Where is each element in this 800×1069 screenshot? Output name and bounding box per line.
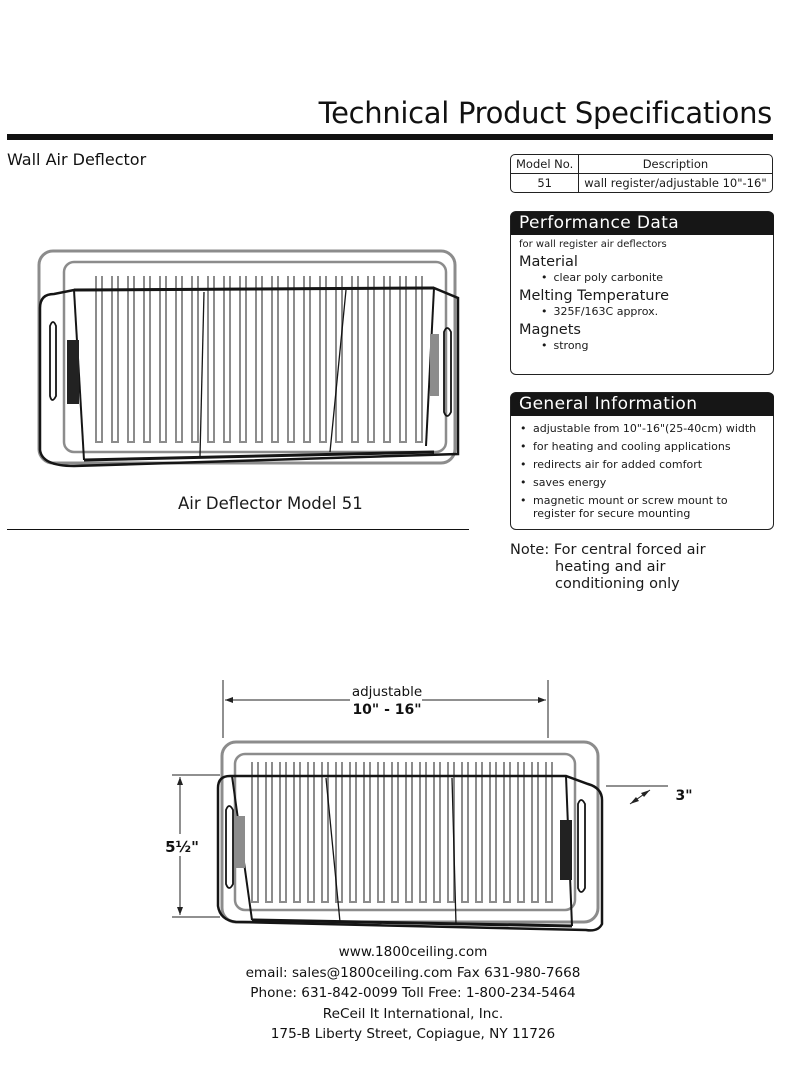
louver-slat	[490, 762, 496, 902]
louver-slat	[112, 276, 118, 442]
louver-slat	[240, 276, 246, 442]
louver-slat	[378, 762, 384, 902]
louver-slat	[350, 762, 356, 902]
company-name: ReCeil It International, Inc.	[322, 1005, 504, 1022]
louver-slat	[400, 276, 406, 442]
louver-slat	[252, 762, 258, 902]
louver-slat	[352, 276, 358, 442]
note-line: heating and air	[555, 559, 666, 575]
width-value: 10" - 16"	[352, 702, 422, 718]
company-address: 175-B Liberty Street, Copiague, NY 11726	[270, 1026, 556, 1042]
louver-slat	[384, 276, 390, 442]
louver-slat	[144, 276, 150, 442]
louver-slat	[434, 762, 440, 902]
general-information-panel	[510, 392, 774, 530]
louver-slat	[518, 762, 524, 902]
performance-item-magnets	[519, 322, 773, 352]
performance-item-material	[519, 254, 773, 284]
louver-slat	[476, 762, 482, 902]
louver-slat	[308, 762, 314, 902]
louver-slat	[368, 276, 374, 442]
list-item: • magnetic mount or screw mount to register for secure mounting	[519, 494, 773, 520]
note-line: Note: For central forced air	[510, 542, 706, 558]
performance-value: • clear poly carbonite	[541, 271, 773, 284]
caption-divider	[7, 529, 469, 530]
note-line: conditioning only	[555, 576, 680, 592]
air-deflector-drawing	[34, 246, 464, 474]
louver-slat	[406, 762, 412, 902]
list-item: • adjustable from 10"-16"(25-40cm) width	[519, 422, 773, 435]
louver-slat	[128, 276, 134, 442]
product-name: Wall Air Deflector	[7, 150, 147, 169]
general-information-heading: General Information	[511, 393, 774, 416]
louver-slat	[266, 762, 272, 902]
depth-value: 3"	[675, 788, 693, 804]
louver-slat	[176, 276, 182, 442]
general-information-list	[511, 422, 773, 520]
list-item: • for heating and cooling applications	[519, 440, 773, 453]
model-table-header-row	[511, 155, 772, 174]
louver-slat	[294, 762, 300, 902]
louver-slat	[420, 762, 426, 902]
description-cell: wall register/adjustable 10"-16"	[584, 176, 767, 190]
louver-slat	[304, 276, 310, 442]
louver-slat	[192, 276, 198, 442]
width-label: adjustable	[351, 684, 423, 700]
performance-value: • 325F/163C approx.	[541, 305, 773, 318]
louver-slat	[504, 762, 510, 902]
model-table	[510, 154, 773, 193]
performance-label: Melting Temperature	[519, 288, 670, 304]
louver-slat	[272, 276, 278, 442]
performance-data-subtitle: for wall register air deflectors	[519, 239, 667, 250]
louver-slat	[208, 276, 214, 442]
performance-label: Magnets	[519, 322, 581, 338]
louver-slat	[462, 762, 468, 902]
performance-item-melting-temperature	[519, 288, 773, 318]
contact-info	[0, 942, 800, 1045]
louver-slat	[532, 762, 538, 902]
louver-slat	[288, 276, 294, 442]
performance-label: Material	[519, 254, 578, 270]
louver-slat	[364, 762, 370, 902]
louver-slat	[280, 762, 286, 902]
list-item: • redirects air for added comfort	[519, 458, 773, 471]
performance-data-panel	[510, 211, 774, 375]
louver-slat	[256, 276, 262, 442]
title-divider	[7, 134, 773, 140]
list-item: • saves energy	[519, 476, 773, 489]
louver-slat	[546, 762, 552, 902]
louver-slat	[336, 762, 342, 902]
page-title: Technical Product Specifications	[318, 96, 772, 130]
table-row	[511, 174, 772, 192]
performance-data-heading: Performance Data	[511, 212, 774, 235]
louver-slat	[320, 276, 326, 442]
website-link[interactable]: www.1800ceiling.com	[338, 944, 488, 960]
email-fax-line: email: sales@1800ceiling.com Fax 631-980-7668	[245, 964, 581, 981]
figure-caption: Air Deflector Model 51	[178, 494, 363, 513]
louver-slat	[224, 276, 230, 442]
dimension-drawing	[140, 676, 700, 940]
louver-slat	[416, 276, 422, 442]
performance-value: • strong	[541, 339, 773, 352]
phone-line: Phone: 631-842-0099 Toll Free: 1-800-234-5464	[250, 985, 576, 1001]
description-header: Description	[579, 155, 771, 174]
height-value: 5½"	[165, 838, 199, 856]
louver-slat	[160, 276, 166, 442]
usage-note	[510, 542, 706, 593]
louver-slat	[392, 762, 398, 902]
model-number-cell: 51	[511, 174, 579, 192]
model-number-header: Model No.	[511, 155, 579, 174]
louver-slat	[96, 276, 102, 442]
